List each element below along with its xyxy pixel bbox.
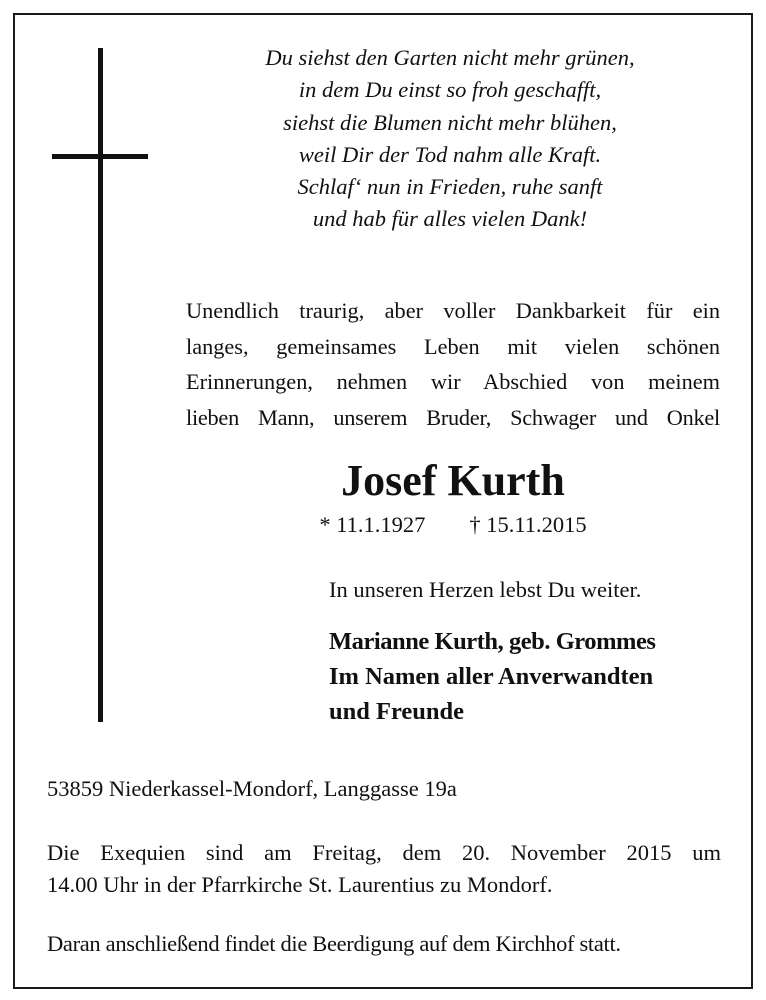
closing-line: In unseren Herzen lebst Du weiter. bbox=[329, 577, 642, 602]
cross-vertical-bar bbox=[98, 48, 103, 722]
service-line: 14.00 Uhr in der Pfarrkirche St. Laurentius zu Mondorf. bbox=[47, 872, 553, 897]
signer-line: und Freunde bbox=[329, 698, 465, 725]
burial-info: Daran anschließend findet die Beerdigung auf dem Kirchhof statt. bbox=[47, 931, 621, 956]
signers bbox=[329, 624, 656, 729]
poem-line: Du siehst den Garten nicht mehr grünen, bbox=[265, 45, 635, 70]
poem-line: in dem Du einst so froh geschafft, bbox=[298, 77, 602, 103]
signer-line: Im Namen aller Anverwandten bbox=[329, 663, 654, 690]
deceased-name: Josef Kurth bbox=[341, 456, 565, 505]
poem-line: Schlaf‘ nun in Frieden, ruhe sanft bbox=[297, 174, 603, 200]
intro-paragraph bbox=[186, 293, 720, 435]
intro-line: lieben Mann, unserem Bruder, Schwager und Onkel bbox=[186, 404, 720, 430]
cross-horizontal-bar bbox=[52, 154, 148, 159]
intro-line: Erinnerungen, nehmen wir Abschied von meinem bbox=[186, 369, 720, 395]
poem-line: weil Dir der Tod nahm alle Kraft. bbox=[298, 141, 602, 167]
poem-line: und hab für alles vielen Dank! bbox=[312, 206, 588, 232]
intro-line: Unendlich traurig, aber voller Dankbarkeit für ein bbox=[186, 298, 720, 323]
poem bbox=[180, 42, 720, 236]
birth-date: * 11.1.1927 bbox=[319, 512, 426, 537]
intro-line: langes, gemeinsames Leben mit vielen schönen bbox=[186, 333, 720, 359]
life-dates bbox=[186, 510, 720, 540]
death-date: † 15.11.2015 bbox=[469, 512, 587, 537]
service-line: Die Exequien sind am Freitag, dem 20. November 2015 um bbox=[47, 840, 721, 865]
mourning-address: 53859 Niederkassel-Mondorf, Langgasse 19a bbox=[47, 776, 457, 801]
signer-line: Marianne Kurth, geb. Grommes bbox=[329, 628, 656, 655]
service-info bbox=[47, 837, 721, 901]
poem-line: siehst die Blumen nicht mehr blühen, bbox=[283, 109, 617, 135]
